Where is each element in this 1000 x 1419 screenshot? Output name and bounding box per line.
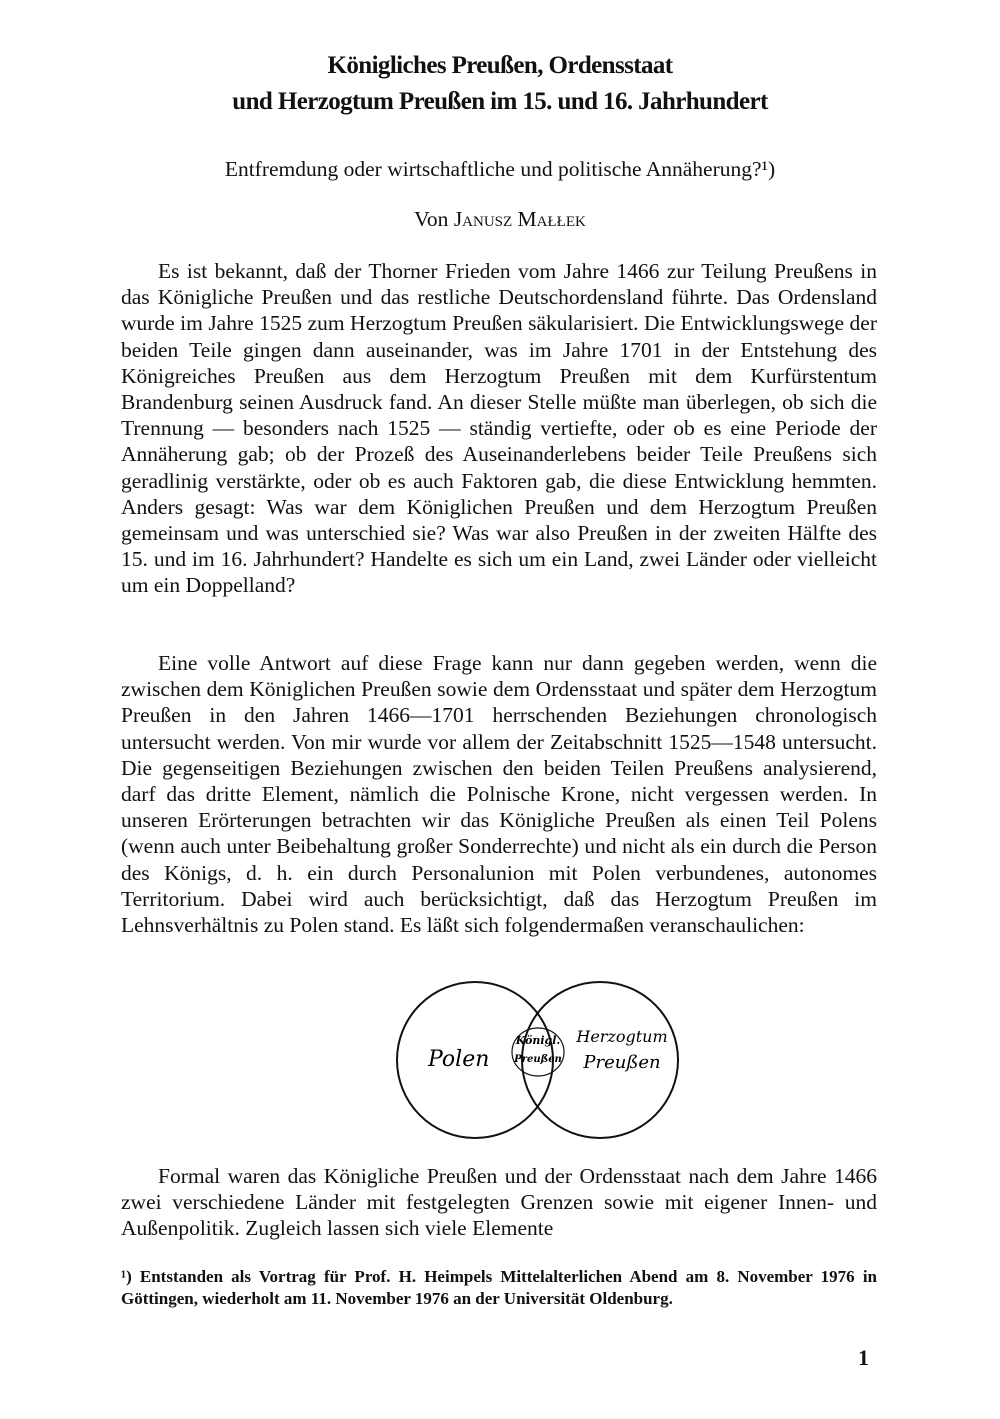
herzogtum-label-1: Herzogtum (576, 1027, 668, 1046)
title-line-2: und Herzogtum Preußen im 15. und 16. Jahrhundert (232, 88, 768, 115)
body-paragraph-1 (121, 258, 877, 599)
body-paragraph-2 (121, 650, 877, 938)
herzogtum-label-2: Preußen (583, 1052, 661, 1073)
body-paragraph-3 (121, 1163, 877, 1242)
overlap-label-1: Königl. (515, 1034, 561, 1047)
author-name: Janusz Małłek (453, 207, 586, 231)
paragraph-text: Eine volle Antwort auf diese Frage kann nur dann gegeben werden, wenn die zwischen dem Königlichen Preußen sowie dem Ordensstaat und später dem Herzogtum Preußen in den Jahren 1466—1701 herrschenden Beziehungen chronologisch untersucht werden. Von mir wurde vor allem der Zeitabschnitt 1525—1548 untersucht. Die gegenseitigen Beziehungen zwischen den beiden Teilen Preußens analysierend, darf das dritte Element, nämlich die Polnische Krone, nicht vergessen werden. In unseren Erörterungen betrachten wir das Königliche Preußen als einen Teil Polens (wenn auch unter Beibehaltung großer Sonderrechte) und nicht als ein durch die Person des Königs, d. h. ein durch Personalunion mit Polen verbundenes, autonomes Territorium. Dabei wird auch berücksichtigt, daß das Herzogtum Preußen im Lehnsverhältnis zu Polen stand. Es läßt sich folgendermaßen veranschaulichen: (121, 651, 877, 938)
paragraph-text: Es ist bekannt, daß der Thorner Frieden vom Jahre 1466 zur Teilung Preußens in das Königliche Preußen und das restliche Deutschordensland führte. Das Ordensland wurde im Jahre 1525 zum Herzogtum Preußen säkularisiert. Die Entwicklungswege der beiden Teile gingen dann auseinander, was im Jahre 1701 in der Entstehung des Königreiches Preußen aus dem Herzogtum Preußen mit dem Kurfürstentum Brandenburg seinen Ausdruck fand. An dieser Stelle müßte man überlegen, ob sich die Trennung — besonders nach 1525 — ständig vertiefte, oder ob es eine Periode der Annäherung gab; ob der Prozeß des Auseinanderlebens beider Teile Preußens sich geradlinig verstärkte, oder ob es auch Faktoren gab, die diese Entwicklung hemmten. Anders gesagt: Was war dem Königlichen Preußen und dem Herzogtum Preußen gemeinsam und was unterschied sie? Was war also Preußen in der zweiten Hälfte des 15. und im 16. Jahrhundert? Handelte es sich um ein Land, zwei Länder oder vielleicht um ein Doppelland? (121, 259, 877, 598)
article-subtitle: Entfremdung oder wirtschaftliche und politische Annäherung?¹) (224, 157, 776, 181)
polen-label: Polen (428, 1047, 490, 1072)
paragraph-text: Formal waren das Königliche Preußen und der Ordensstaat nach dem Jahre 1466 zwei verschiedene Länder mit festgelegten Grenzen sowie mit eigener Innen- und Außenpolitik. Zugleich lassen sich viele Elemente (121, 1164, 877, 1241)
author-line (100, 204, 900, 234)
title-line-1: Königliches Preußen, Ordensstaat (327, 52, 673, 79)
overlap-label-2: Preußen (514, 1054, 562, 1065)
footnote: ¹) Entstanden als Vortrag für Prof. H. Heimpels Mittelalterlichen Abend am 8. November 1976 in Göttingen, wiederholt am 11. November 1976 an der Universität Oldenburg. (121, 1267, 877, 1308)
venn-diagram (390, 980, 690, 1140)
page-number: 1 (858, 1345, 869, 1370)
venn-diagram-svg (390, 980, 690, 1140)
article-title (100, 48, 900, 120)
author-prefix: Von (414, 207, 449, 231)
